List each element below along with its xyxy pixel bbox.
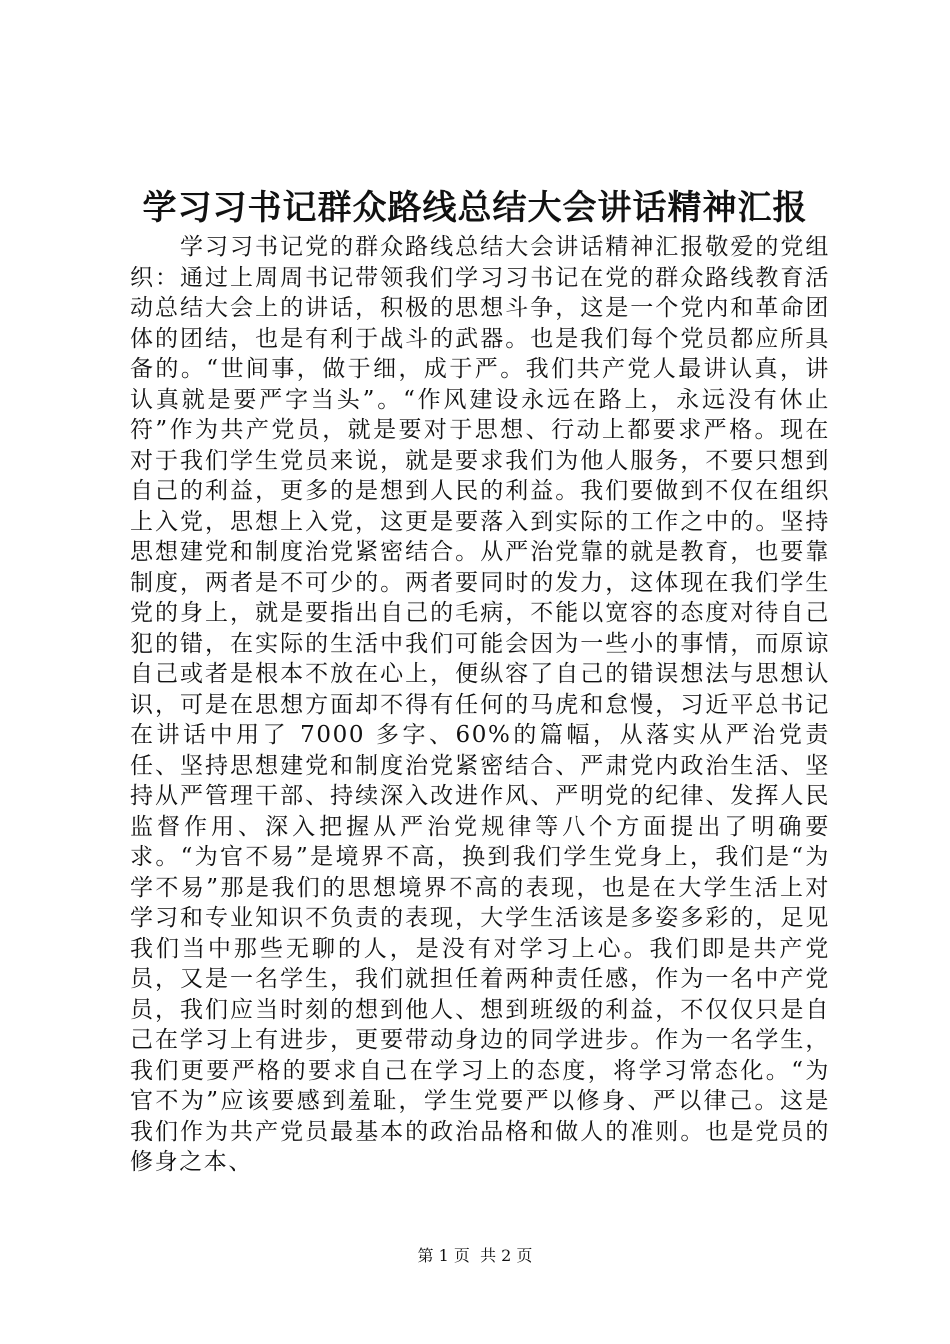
page-number-footer: 第 1 页 共 2 页 — [417, 1246, 533, 1265]
document-body-paragraph: 学习习书记党的群众路线总结大会讲话精神汇报敬爱的党组织：通过上周周书记带领我们学习习书记在党的群众路线教育活动总结大会上的讲话，积极的思想斗争，这是一个党内和革命团体的团结，也是有利于战斗的武器。也是我们每个党员都应所具备的。“世间事，做于细，成于严。我们共产党人最讲认真，讲认真就是要严字当头”。“作风建设永远在路上，永远没有休止符”作为共产党员，就是要对于思想、行动上都要求严格。现在对于我们学生党员来说，就是要求我们为他人服务，不要只想到自己的利益，更多的是想到人民的利益。我们要做到不仅在组织上入党，思想上入党，这更是要落入到实际的工作之中的。坚持思想建党和制度治党紧密结合。从严治党靠的就是教育，也要靠制度，两者是不可少的。两者要同时的发力，这体现在我们学生党的身上，就是要指出自己的毛病，不能以宽容的态度对待自己犯的错，在实际的生活中我们可能会因为一些小的事情，而原谅自己或者是根本不放在心上，便纵容了自己的错误想法与思想认识，可是在思想方面却不得有任何的马虎和怠慢，习近平总书记在讲话中用了 7000 多字、60%的篇幅，从落实从严治党责任、坚持思想建党和制度治党紧密结合、严肃党内政治生活、坚持从严管理干部、持续深入改进作风、严明党的纪律、发挥人民监督作用、深入把握从严治党规律等八个方面提出了明确要求。“为官不易”是境界不高，换到我们学生党身上，我们是“为学不易”那是我们的思想境界不高的表现，也是在大学生活上对学习和专业知识不负责的表现，大学生活该是多姿多彩的，足见我们当中那些无聊的人，是没有对学习上心。我们即是共产党员，又是一名学生，我们就担任着两种责任感，作为一名中产党员，我们应当时刻的想到他人、想到班级的利益，不仅仅只是自己在学习上有进步，更要带动身边的同学进步。作为一名学生，我们更要严格的要求自己在学习上的态度，将学习常态化。“为官不为”应该要感到羞耻，学生党要严以修身、严以律己。这是我们作为共产党员最基本的政治品格和做人的准则。也是党员的修身之本、 — [130, 234, 830, 1175]
document-title: 学习习书记群众路线总结大会讲话精神汇报 — [142, 188, 808, 228]
